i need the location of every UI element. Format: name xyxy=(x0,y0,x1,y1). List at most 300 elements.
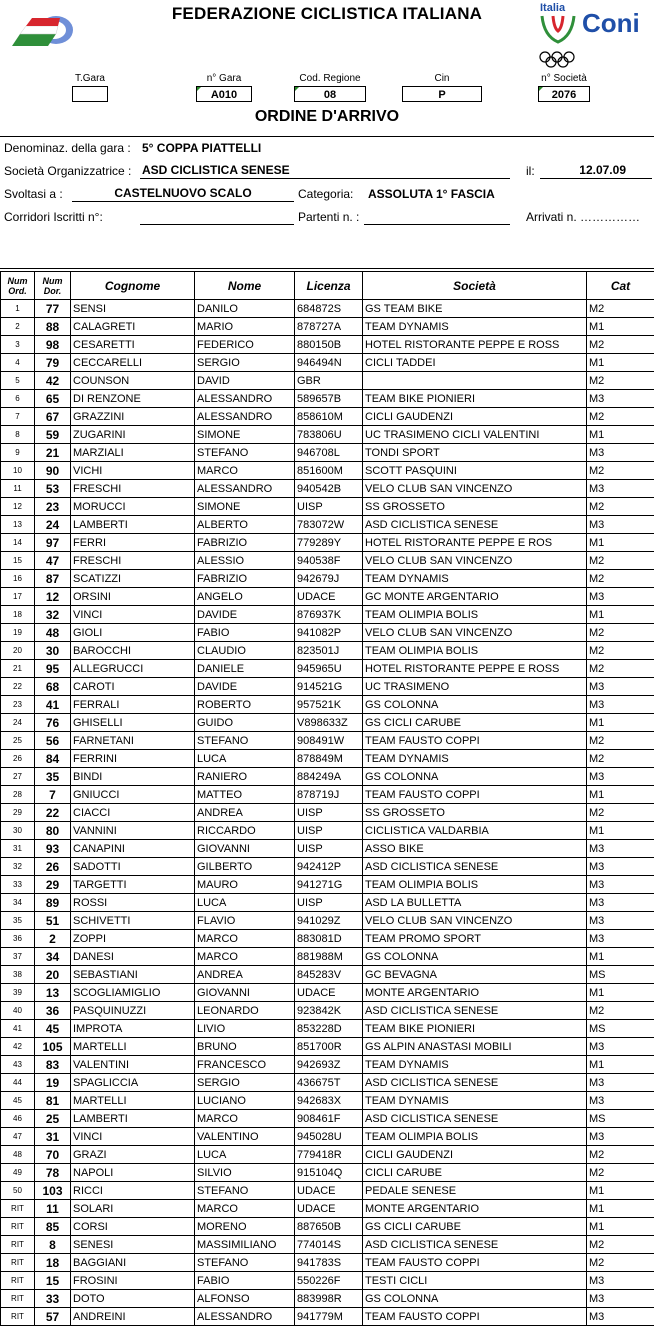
cell-societa: UC TRASIMENO xyxy=(363,678,587,696)
cell-cognome: FRESCHI xyxy=(71,480,195,498)
svoltasi-value xyxy=(72,186,294,202)
cell-societa: ASD LA BULLETTA xyxy=(363,894,587,912)
cell-cognome: ZUGARINI xyxy=(71,426,195,444)
codreg-label: Cod. Regione xyxy=(299,73,361,84)
cell-societa: CICLI CARUBE xyxy=(363,1164,587,1182)
cell-nome: STEFANO xyxy=(195,444,295,462)
table-row xyxy=(1,606,654,624)
cell-cat: M2 xyxy=(587,732,654,750)
table-row xyxy=(1,1092,654,1110)
cell-dor: 48 xyxy=(35,624,71,642)
cell-nome: RICCARDO xyxy=(195,822,295,840)
cell-licenza: UDACE xyxy=(295,984,363,1002)
cell-ord: 3 xyxy=(1,336,35,354)
cell-nome: LUCA xyxy=(195,1146,295,1164)
cell-licenza: 589657B xyxy=(295,390,363,408)
cell-licenza: UISP xyxy=(295,498,363,516)
cin-label: Cin xyxy=(434,73,450,84)
cell-cat: M2 xyxy=(587,804,654,822)
cell-licenza: 880150B xyxy=(295,336,363,354)
cell-licenza: 946494N xyxy=(295,354,363,372)
cell-nome: VALENTINO xyxy=(195,1128,295,1146)
cell-dor: 89 xyxy=(35,894,71,912)
cell-licenza: 883998R xyxy=(295,1290,363,1308)
nsocieta-field[interactable]: 2076 xyxy=(538,86,590,102)
cell-cognome: VALENTINI xyxy=(71,1056,195,1074)
cell-dor: 67 xyxy=(35,408,71,426)
cell-dor: 18 xyxy=(35,1254,71,1272)
cell-cognome: LAMBERTI xyxy=(71,516,195,534)
col-header-societa: Società xyxy=(363,272,587,300)
cell-licenza: 942693Z xyxy=(295,1056,363,1074)
cell-cat: M1 xyxy=(587,606,654,624)
cell-licenza: 941082P xyxy=(295,624,363,642)
table-row xyxy=(1,300,654,318)
cell-ord: 32 xyxy=(1,858,35,876)
cell-cognome: CANAPINI xyxy=(71,840,195,858)
cell-cat: M2 xyxy=(587,462,654,480)
cell-dor: 70 xyxy=(35,1146,71,1164)
cell-dor: 11 xyxy=(35,1200,71,1218)
cell-dor: 33 xyxy=(35,1290,71,1308)
cell-cognome: DANESI xyxy=(71,948,195,966)
cell-cognome: SENSI xyxy=(71,300,195,318)
cell-licenza: 914521G xyxy=(295,678,363,696)
cell-ord: 41 xyxy=(1,1020,35,1038)
cell-societa: TEAM PROMO SPORT xyxy=(363,930,587,948)
table-row xyxy=(1,1056,654,1074)
cell-cat: M1 xyxy=(587,948,654,966)
societa-value xyxy=(140,163,510,179)
data-label: il: xyxy=(526,164,535,178)
cell-societa: TEAM OLIMPIA BOLIS xyxy=(363,606,587,624)
cell-ord: 5 xyxy=(1,372,35,390)
cell-cat: M3 xyxy=(587,444,654,462)
cell-nome: MASSIMILIANO xyxy=(195,1236,295,1254)
cell-licenza: 923842K xyxy=(295,1002,363,1020)
cell-nome: ALESSIO xyxy=(195,552,295,570)
table-row xyxy=(1,804,654,822)
cell-nome: ALESSANDRO xyxy=(195,390,295,408)
cell-cat: M3 xyxy=(587,1272,654,1290)
cell-cat: M3 xyxy=(587,516,654,534)
cell-nome: GIOVANNI xyxy=(195,984,295,1002)
cell-licenza: 940542B xyxy=(295,480,363,498)
cell-societa: VELO CLUB SAN VINCENZO xyxy=(363,480,587,498)
cell-cognome: MORUCCI xyxy=(71,498,195,516)
cell-dor: 12 xyxy=(35,588,71,606)
table-row xyxy=(1,1254,654,1272)
cell-cognome: IMPROTA xyxy=(71,1020,195,1038)
table-header-row xyxy=(1,272,654,300)
cell-ord: 35 xyxy=(1,912,35,930)
cell-dor: 56 xyxy=(35,732,71,750)
cell-ord: 22 xyxy=(1,678,35,696)
cell-dor: 41 xyxy=(35,696,71,714)
cell-dor: 31 xyxy=(35,1128,71,1146)
cell-dor: 26 xyxy=(35,858,71,876)
cell-dor: 15 xyxy=(35,1272,71,1290)
cell-ord: 24 xyxy=(1,714,35,732)
cell-societa: TEAM FAUSTO COPPI xyxy=(363,786,587,804)
cell-ord: 1 xyxy=(1,300,35,318)
cell-societa: MONTE ARGENTARIO xyxy=(363,984,587,1002)
cell-nome: FEDERICO xyxy=(195,336,295,354)
cell-nome: DAVID xyxy=(195,372,295,390)
cell-cat: M1 xyxy=(587,1182,654,1200)
cell-ord: 18 xyxy=(1,606,35,624)
cell-ord: 33 xyxy=(1,876,35,894)
table-row xyxy=(1,1128,654,1146)
cell-ord: 36 xyxy=(1,930,35,948)
cell-ord: 40 xyxy=(1,1002,35,1020)
cell-ord: 19 xyxy=(1,624,35,642)
table-row xyxy=(1,894,654,912)
cell-societa: VELO CLUB SAN VINCENZO xyxy=(363,624,587,642)
cell-societa: TEAM BIKE PIONIERI xyxy=(363,1020,587,1038)
cell-nome: MATTEO xyxy=(195,786,295,804)
cell-ord: 50 xyxy=(1,1182,35,1200)
divider xyxy=(0,136,654,137)
cell-societa: ASD CICLISTICA SENESE xyxy=(363,1002,587,1020)
cell-dor: 97 xyxy=(35,534,71,552)
cell-licenza: 941779M xyxy=(295,1308,363,1326)
cell-licenza: 550226F xyxy=(295,1272,363,1290)
cell-societa: HOTEL RISTORANTE PEPPE E ROS xyxy=(363,534,587,552)
table-row xyxy=(1,1200,654,1218)
cell-ord: 21 xyxy=(1,660,35,678)
cell-cognome: SCHIVETTI xyxy=(71,912,195,930)
cell-licenza: 946708L xyxy=(295,444,363,462)
cell-licenza: 908461F xyxy=(295,1110,363,1128)
cell-ord: RIT xyxy=(1,1236,35,1254)
cell-nome: DAVIDE xyxy=(195,678,295,696)
table-row xyxy=(1,624,654,642)
cell-societa: CICLISTICA VALDARBIA xyxy=(363,822,587,840)
partenti-label: Partenti n. : xyxy=(298,210,360,224)
cell-ord: 15 xyxy=(1,552,35,570)
col-header-ord: Num Ord. xyxy=(1,272,35,300)
table-row xyxy=(1,1164,654,1182)
cell-cognome: SADOTTI xyxy=(71,858,195,876)
cell-cognome: SEBASTIANI xyxy=(71,966,195,984)
cell-cat: M3 xyxy=(587,588,654,606)
cell-ord: 44 xyxy=(1,1074,35,1092)
table-row xyxy=(1,1074,654,1092)
cell-nome: LUCA xyxy=(195,894,295,912)
cell-ord: 16 xyxy=(1,570,35,588)
cell-cat: M3 xyxy=(587,1308,654,1326)
cell-cat: M3 xyxy=(587,840,654,858)
cell-cat: M2 xyxy=(587,1236,654,1254)
cell-societa: GS TEAM BIKE xyxy=(363,300,587,318)
divider xyxy=(0,268,654,269)
cell-dor: 98 xyxy=(35,336,71,354)
cin-field[interactable]: P xyxy=(402,86,482,102)
cell-cat: M3 xyxy=(587,912,654,930)
cell-dor: 59 xyxy=(35,426,71,444)
cell-licenza: UISP xyxy=(295,894,363,912)
cell-licenza: UISP xyxy=(295,840,363,858)
cell-societa: ASD CICLISTICA SENESE xyxy=(363,1110,587,1128)
cell-licenza: 941783S xyxy=(295,1254,363,1272)
cell-cat: M3 xyxy=(587,1128,654,1146)
col-header-licenza: Licenza xyxy=(295,272,363,300)
table-row xyxy=(1,516,654,534)
cell-dor: 29 xyxy=(35,876,71,894)
cell-societa: ASD CICLISTICA SENESE xyxy=(363,858,587,876)
cell-cognome: MARZIALI xyxy=(71,444,195,462)
cell-dor: 80 xyxy=(35,822,71,840)
cell-nome: FABIO xyxy=(195,624,295,642)
cell-cat: M3 xyxy=(587,930,654,948)
cell-dor: 65 xyxy=(35,390,71,408)
cell-cognome: BAGGIANI xyxy=(71,1254,195,1272)
cell-licenza: 878849M xyxy=(295,750,363,768)
table-row xyxy=(1,336,654,354)
cell-cognome: CECCARELLI xyxy=(71,354,195,372)
cell-cognome: FROSINI xyxy=(71,1272,195,1290)
cell-cat: M2 xyxy=(587,642,654,660)
cell-societa: GS ALPIN ANASTASI MOBILI xyxy=(363,1038,587,1056)
table-row xyxy=(1,912,654,930)
categoria-value: ASSOLUTA 1° FASCIA xyxy=(368,187,495,201)
table-row xyxy=(1,1218,654,1236)
societa-value-text: ASD CICLISTICA SENESE xyxy=(142,163,290,177)
table-row xyxy=(1,1272,654,1290)
table-row xyxy=(1,984,654,1002)
table-row xyxy=(1,570,654,588)
cell-nome: ALBERTO xyxy=(195,516,295,534)
cell-licenza: 774014S xyxy=(295,1236,363,1254)
table-row xyxy=(1,714,654,732)
cell-dor: 53 xyxy=(35,480,71,498)
table-row xyxy=(1,930,654,948)
cell-cat: M3 xyxy=(587,1092,654,1110)
cell-ord: 12 xyxy=(1,498,35,516)
tgara-label: T.Gara xyxy=(74,73,105,84)
cell-dor: 35 xyxy=(35,768,71,786)
cell-societa: ASD CICLISTICA SENESE xyxy=(363,516,587,534)
cell-licenza: 851700R xyxy=(295,1038,363,1056)
cell-nome: FLAVIO xyxy=(195,912,295,930)
cell-cognome: FARNETANI xyxy=(71,732,195,750)
cell-societa: TEAM OLIMPIA BOLIS xyxy=(363,642,587,660)
cell-cognome: MARTELLI xyxy=(71,1092,195,1110)
table-row xyxy=(1,822,654,840)
page-title: FEDERAZIONE CICLISTICA ITALIANA xyxy=(171,4,483,23)
cell-cat: M1 xyxy=(587,984,654,1002)
col-header-cognome: Cognome xyxy=(71,272,195,300)
table-row xyxy=(1,534,654,552)
cell-licenza: 883081D xyxy=(295,930,363,948)
cell-nome: SIMONE xyxy=(195,498,295,516)
cell-dor: 23 xyxy=(35,498,71,516)
cell-nome: ANDREA xyxy=(195,804,295,822)
cell-nome: RANIERO xyxy=(195,768,295,786)
cell-ord: 26 xyxy=(1,750,35,768)
cell-cognome: GNIUCCI xyxy=(71,786,195,804)
cell-ord: 10 xyxy=(1,462,35,480)
cell-cognome: ROSSI xyxy=(71,894,195,912)
cell-dor: 103 xyxy=(35,1182,71,1200)
cell-ord: 47 xyxy=(1,1128,35,1146)
cell-societa: GS COLONNA xyxy=(363,948,587,966)
cell-licenza: 887650B xyxy=(295,1218,363,1236)
cell-cat: M3 xyxy=(587,768,654,786)
codreg-field[interactable]: 08 xyxy=(294,86,366,102)
cell-dor: 13 xyxy=(35,984,71,1002)
table-row xyxy=(1,588,654,606)
cell-societa: ASD CICLISTICA SENESE xyxy=(363,1074,587,1092)
cell-ord: 4 xyxy=(1,354,35,372)
cell-licenza: V898633Z xyxy=(295,714,363,732)
cell-dor: 57 xyxy=(35,1308,71,1326)
cell-cat: M2 xyxy=(587,750,654,768)
cell-cat: M2 xyxy=(587,336,654,354)
cell-ord: 43 xyxy=(1,1056,35,1074)
cell-cat: M2 xyxy=(587,1164,654,1182)
cell-cat: M3 xyxy=(587,894,654,912)
cell-licenza: 940538F xyxy=(295,552,363,570)
cell-cognome: GIOLI xyxy=(71,624,195,642)
cell-societa: SCOTT PASQUINI xyxy=(363,462,587,480)
cell-dor: 42 xyxy=(35,372,71,390)
societa-label: Società Organizzatrice : xyxy=(4,164,132,178)
cell-nome: MARIO xyxy=(195,318,295,336)
cell-cognome: ANDREINI xyxy=(71,1308,195,1326)
table-row xyxy=(1,858,654,876)
cell-ord: 23 xyxy=(1,696,35,714)
cell-ord: 48 xyxy=(1,1146,35,1164)
cell-cat: M1 xyxy=(587,318,654,336)
table-row xyxy=(1,1146,654,1164)
cell-ord: 38 xyxy=(1,966,35,984)
cell-cognome: MARTELLI xyxy=(71,1038,195,1056)
cell-ord: 7 xyxy=(1,408,35,426)
table-row xyxy=(1,678,654,696)
cell-cat: M2 xyxy=(587,1146,654,1164)
olympic-rings-icon xyxy=(538,50,576,70)
cell-ord: 45 xyxy=(1,1092,35,1110)
coni-text: Coni xyxy=(582,8,640,38)
cell-cat: M1 xyxy=(587,1218,654,1236)
cell-ord: 9 xyxy=(1,444,35,462)
cell-dor: 2 xyxy=(35,930,71,948)
cell-cognome: CALAGRETI xyxy=(71,318,195,336)
table-row xyxy=(1,444,654,462)
cell-societa: TEAM FAUSTO COPPI xyxy=(363,1308,587,1326)
table-row xyxy=(1,966,654,984)
cell-dor: 45 xyxy=(35,1020,71,1038)
cell-dor: 79 xyxy=(35,354,71,372)
table-row xyxy=(1,1020,654,1038)
ngara-field[interactable]: A010 xyxy=(196,86,252,102)
cell-cat: M3 xyxy=(587,876,654,894)
cell-ord: 14 xyxy=(1,534,35,552)
cell-ord: 31 xyxy=(1,840,35,858)
cell-societa: UC TRASIMENO CICLI VALENTINI xyxy=(363,426,587,444)
tgara-field[interactable] xyxy=(72,86,108,102)
cell-cognome: CESARETTI xyxy=(71,336,195,354)
cell-dor: 81 xyxy=(35,1092,71,1110)
table-row xyxy=(1,1290,654,1308)
cell-societa: VELO CLUB SAN VINCENZO xyxy=(363,912,587,930)
cell-ord: 39 xyxy=(1,984,35,1002)
cell-societa: GC MONTE ARGENTARIO xyxy=(363,588,587,606)
cell-licenza: 779289Y xyxy=(295,534,363,552)
cell-cat: M1 xyxy=(587,1200,654,1218)
cell-licenza: 878727A xyxy=(295,318,363,336)
cell-ord: RIT xyxy=(1,1218,35,1236)
table-row xyxy=(1,786,654,804)
cell-cognome: LAMBERTI xyxy=(71,1110,195,1128)
cell-dor: 76 xyxy=(35,714,71,732)
cell-licenza: UISP xyxy=(295,804,363,822)
document-subtitle: ORDINE D'ARRIVO xyxy=(254,108,400,125)
cell-societa: GS COLONNA xyxy=(363,1290,587,1308)
cell-dor: 21 xyxy=(35,444,71,462)
cell-nome: LEONARDO xyxy=(195,1002,295,1020)
cell-societa: TONDI SPORT xyxy=(363,444,587,462)
cell-licenza: 853228D xyxy=(295,1020,363,1038)
cell-licenza: 915104Q xyxy=(295,1164,363,1182)
cell-societa: VELO CLUB SAN VINCENZO xyxy=(363,552,587,570)
arrivati-label: Arrivati n. …………… xyxy=(526,210,641,224)
cell-cognome: VICHI xyxy=(71,462,195,480)
cell-cat: M3 xyxy=(587,696,654,714)
cell-cat: M1 xyxy=(587,426,654,444)
cell-nome: DANILO xyxy=(195,300,295,318)
cell-societa: SS GROSSETO xyxy=(363,804,587,822)
cell-ord: 28 xyxy=(1,786,35,804)
cell-cognome: GRAZI xyxy=(71,1146,195,1164)
cell-nome: STEFANO xyxy=(195,1182,295,1200)
cell-nome: ROBERTO xyxy=(195,696,295,714)
cell-cognome: TARGETTI xyxy=(71,876,195,894)
cell-dor: 93 xyxy=(35,840,71,858)
cell-dor: 83 xyxy=(35,1056,71,1074)
col-header-cat: Cat xyxy=(587,272,654,300)
cell-cognome: PASQUINUZZI xyxy=(71,1002,195,1020)
cell-cognome: DI RENZONE xyxy=(71,390,195,408)
cell-dor: 8 xyxy=(35,1236,71,1254)
iscritti-label: Corridori Iscritti n°: xyxy=(4,210,103,224)
cell-dor: 7 xyxy=(35,786,71,804)
ngara-label: n° Gara xyxy=(206,73,242,84)
cell-nome: BRUNO xyxy=(195,1038,295,1056)
cell-ord: 6 xyxy=(1,390,35,408)
cell-licenza: 858610M xyxy=(295,408,363,426)
cell-nome: DANIELE xyxy=(195,660,295,678)
cell-ord: 8 xyxy=(1,426,35,444)
cell-societa: PEDALE SENESE xyxy=(363,1182,587,1200)
table-row xyxy=(1,696,654,714)
cell-societa: TEAM DYNAMIS xyxy=(363,570,587,588)
cell-cognome: SPAGLICCIA xyxy=(71,1074,195,1092)
data-value-text: 12.07.09 xyxy=(579,163,626,177)
cell-societa: GS COLONNA xyxy=(363,768,587,786)
cell-nome: ANDREA xyxy=(195,966,295,984)
table-row xyxy=(1,1110,654,1128)
cell-nome: MORENO xyxy=(195,1218,295,1236)
cell-dor: 34 xyxy=(35,948,71,966)
cell-ord: 46 xyxy=(1,1110,35,1128)
cell-cat: M3 xyxy=(587,1038,654,1056)
cell-nome: ALESSANDRO xyxy=(195,408,295,426)
cell-societa: GS CICLI CARUBE xyxy=(363,1218,587,1236)
cell-cat: MS xyxy=(587,1020,654,1038)
